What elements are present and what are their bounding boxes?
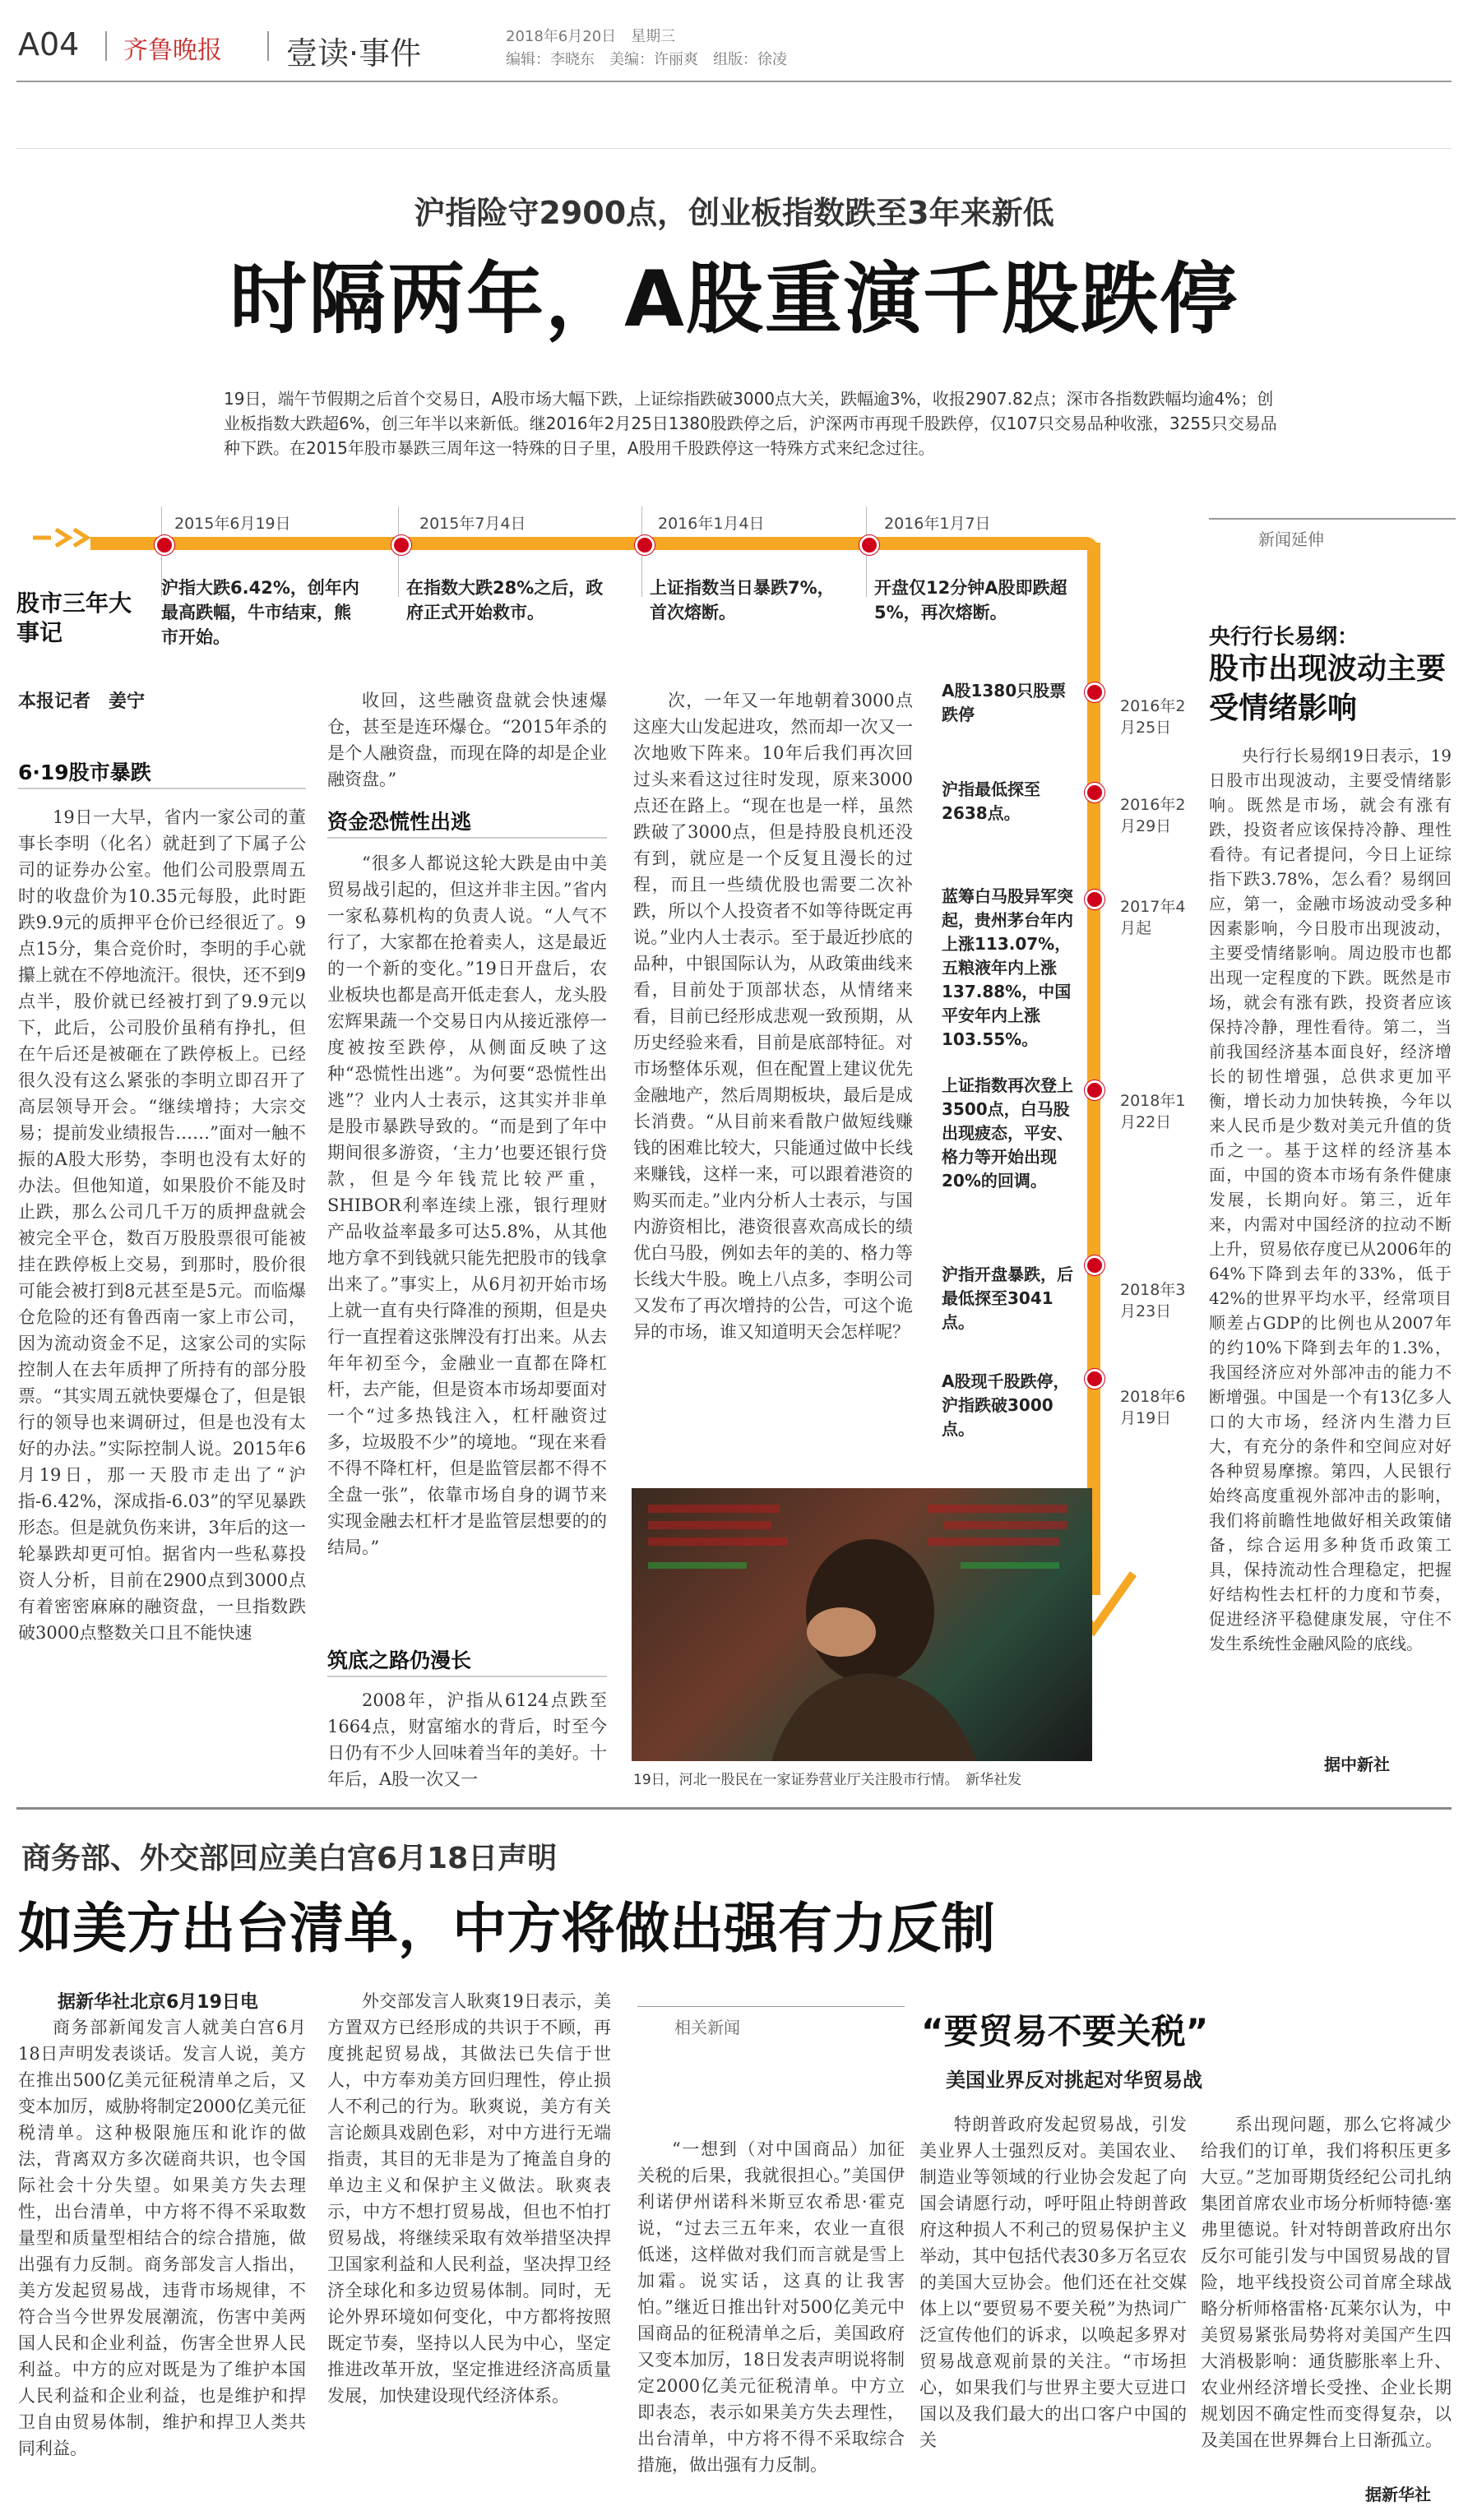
timeline-bar (90, 537, 1098, 550)
vtimeline-date: 2018年3月23日 (1120, 1281, 1186, 1320)
timeline-dot (1085, 1369, 1104, 1389)
header-rule (16, 81, 1452, 82)
related-column-1: “一想到（对中国商品）加征关税的后果，我就很担心。”美国伊利诺伊州诺科米斯豆农希思·霍克说，“过去三五年来，农业一直很低迷，这样做对我们而言就是雪上加霜。说实话，这真的让我害怕。”继近日推出针对500亿美元中国商品的征税清单之后，美国政府又变本加厉，18日发表声明说将制定2000亿美元征税清单。中方立即表态，表示如果美方失去理性，出台清单，中方将不得不采取综合措施，做出强有力反制。 (637, 2139, 905, 2475)
timeline-dot (859, 535, 879, 555)
timeline-dot (1085, 1080, 1104, 1100)
timeline-date: 2016年1月4日 (658, 515, 765, 533)
timeline-dot (1085, 1255, 1104, 1275)
section-rule (16, 1807, 1452, 1810)
story1-lede: 19日，端午节假期之后首个交易日，A股市场大幅下跌，上证综指跌破3000点大关，跌幅逾3%，收报2907.82点；深市各指数跌幅均逾4%；创业板指数大跌超6%，创三年半以来新低。继2016年2月25日1380股跌停之后，沪深两市再现千股跌停，仅107只交易品种收涨，3255只交易品种下跌。在2015年股市暴跌三周年这一特殊的日子里，A股用千股跌停这一特殊方式来纪念过往。 (224, 389, 1277, 458)
header-divider (105, 31, 107, 61)
timeline-dot (391, 535, 411, 555)
header-divider (267, 31, 269, 61)
timeline-dot (1085, 890, 1104, 909)
sidebar-body: 央行行长易纲19日表示，19日股市出现波动，主要受情绪影响。既然是市场，就会有涨有跌，投资者应该保持冷静、理性看待。有记者提问，今日上证综指下跌3.78%，怎么看？易纲回应，第一，金融市场波动受多种因素影响，今日股市出现波动，主要受情绪影响。周边股市也都出现一定程度的下跌。既然是市场，就会有涨有跌，投资者应该保持冷静，理性看待。第二，当前我国经济基本面良好，经济增长的韧性增强，总供求更加平衡，增长动力加快转换，今年以来人民币是少数对美元升值的货币之一。基于这样的经济基本面，中国的资本市场有条件健康发展，长期向好。第三，近年来，内需对中国经济的拉动不断上升，贸易依存度已从2006年的64%下降到去年的33%，低于42%的世界平均水平，经常项目顺差占GDP的比例也从2007年的约10%下降到去年的1.3%，我国经济应对外部冲击的能力不断增强。中国是一个有13亿多人口的大市场，经济内生潜力巨大，有充分的条件和空间应对好各种贸易摩擦。第四，人民银行始终高度重视外部冲击的影响，我们将前瞻性地做好相关政策储备，综合运用多种货币政策工具，保持流动性合理稳定，把握好结构性去杠杆的力度和节奏，促进经济平稳健康发展，守住不发生系统性金融风险的底线。 (1209, 746, 1452, 1653)
sidebar-label: 新闻延伸 (1258, 529, 1324, 549)
story2-column-1: 商务部新闻发言人就美白宫6月18日声明发表谈话。发言人说，美方在推出500亿美元征税清单之后，又变本加厉，威胁将制定2000亿美元征税清单。这种极限施压和讹诈的做法，背离双方多次磋商共识，也令国际社会十分失望。如果美方失去理性，出台清单，中方将不得不采取数量型和质量型相结合的综合措施，做出强有力反制。商务部发言人指出，美方发起贸易战，违背市场规律，不符合当今世界发展潮流，伤害中美两国人民和企业利益，伤害全世界人民利益。中方的应对既是为了维护本国人民利益和企业利益，也是维护和捍卫自由贸易体制，维护和捍卫人类共同利益。 (18, 2018, 306, 2458)
story2-headline: 如美方出台清单，中方将做出强有力反制 (18, 1897, 995, 1960)
timeline-event: 上证指数当日暴跌7%，首次熔断。 (650, 578, 835, 622)
thin-rule (16, 148, 1452, 149)
photo-caption: 19日，河北一股民在一家证券营业厅关注股市行情。 新华社发 (633, 1772, 1022, 1788)
issue-date: 2018年6月20日 星期三 (506, 28, 676, 45)
vtimeline-date: 2017年4月起 (1120, 898, 1186, 937)
vtimeline-event: A股现千股跌停，沪指跌破3000点。 (942, 1371, 1070, 1439)
story1-column-2b: “很多人都说这轮大跌是由中美贸易战引起的，但这并非主因。”省内一家私募机构的负责人说。“人气不行了，大家都在抢着卖人，这是最近的一个新的变化。”19日开盘后，农业板块也都是高开低走套人，龙头股宏辉果蔬一个交易日内从接近涨停一度被按至跌停，从侧面反映了这种“恐慌性出逃”。为何要“恐慌性出逃”？业内人士表示，这其实并非单是股市暴跌导致的。“而是到了年中期间很多游资，‘主力’也要还银行贷款，但是今年钱荒比较严重，SHIBOR利率连续上涨，银行理财产品收益率最多可达5.8%，从其他地方拿不到钱就只能先把股市的钱拿出来了。”事实上，从6月初开始市场上就一直有央行降准的预期，但是央行一直捏着这张牌没有打出来。从去年年初至今，金融业一直都在降杠杆，去产能，但是资本市场却要面对一个“过多热钱注入，杠杆融资过多，垃圾股不少”的境地。“现在来看不得不降杠杆，但是监管层都不得不全盘一张”，依靠市场自身的调节来实现金融去杠杆才是监管层想要的的结局。” (327, 853, 607, 1557)
story1-column-3: 次，一年又一年地朝着3000点这座大山发起进攻，然而却一次又一次地败下阵来。10年后我们再次回过头来看这过往时发现，原来3000点还在路上。“现在也是一样，虽然跌破了3000点，但是持股良机还没有到，就应是一个反复且漫长的过程，而且一些绩优股也需要二次补跌，所以个人投资者不如等待既定再说。”业内人士表示。至于最近抄底的品种，中银国际认为，从政策曲线来看，目前处于顶部状态，从情绪来看，目前已经形成悲观一致预期，从历史经验来看，目前是底部特征。对市场整体乐观，但在配置上建议优先金融地产，然后周期板块，最后是成长消费。“从目前来看散户做短线赚钱的困难比较大，只能通过做中长线来赚钱，这样一来，可以跟着港资的购买而走。”业内分析人士表示，与国内游资相比，港资很喜欢高成长的绩优白马股，例如去年的美的、格力等长线大牛股。晚上八点多，李明公司又发布了再次增持的公告，可这个诡异的市场，谁又知道明天会怎样呢？ (633, 691, 913, 1342)
story1-column-1: 19日一大早，省内一家公司的董事长李明（化名）就赶到了下属子公司的证券办公室。他们公司股票周五时的收盘价为10.35元每股，此时距跌9.9元的质押平仓价已经很近了。9点15分，集合竞价时，李明的手心就攥上就在不停地流汗。很快，还不到9点半，股价就已经被打到了9.9元以下，此后，公司股价虽稍有挣扎，但在午后还是被砸在了跌停板上。已经很久没有这么紧张的李明立即召开了高层领导开会。“继续增持；大宗交易；提前发业绩报告……”面对一触不振的A股大形势，李明也没有太好的办法。但他知道，如果股价不能及时止跌，那么公司几千万的质押盘就会被完全平仓，数百万股股票很可能被挂在跌停板上交易，到那时，股价很可能会被打到8元甚至是5元。而临爆仓危险的还有鲁西南一家上市公司，因为流动资金不足，这家公司的实际控制人在去年质押了所持有的部分股票。“其实周五就快要爆仓了，但是银行的领导也来调研过，但是也没有太好的办法。”实际控制人说。2015年6月19日，那一天股市走出了“沪指-6.42%，深成指-6.03”的罕见暴跌形态。但是就负伤来讲，3年后的这一轮暴跌却更可怕。据省内一些私募投资人分析，目前在2900点到3000点有着密密麻麻的融资盘，一旦指数跌破3000点整数关口且不能快速 (18, 807, 306, 1643)
story1-column-2c: 2008年，沪指从6124点跌至1664点，财富缩水的背后，时至今日仍有不少人回味着当年的美好。十年后，A股一次又一 (327, 1690, 607, 1789)
news-photo (632, 1488, 1092, 1761)
section-heading: 筑底之路仍漫长 (327, 1648, 472, 1672)
story2-source: 据新华社 (1365, 2485, 1431, 2504)
dateline: 据新华社北京6月19日电 (58, 1992, 258, 2013)
timeline-dot (1085, 682, 1104, 702)
section-heading: 6·19股市暴跌 (18, 761, 151, 784)
vtimeline-event: 蓝筹白马股异军突起，贵州茅台年内上涨113.07%，五粮液年内上涨137.88%，中国平安年内上涨103.55%。 (942, 886, 1073, 1049)
related-subhead: 美国业界反对挑起对华贸易战 (946, 2069, 1202, 2092)
vtimeline-date: 2018年6月19日 (1120, 1388, 1186, 1427)
related-column-2: 特朗普政府发起贸易战，引发美业界人士强烈反对。美国农业、制造业等领域的行业协会发起了向国会请愿行动，呼吁阻止特朗普政府这种损人不利己的贸易保护主义举动，其中包括代表30多万名豆农的美国大豆协会。他们还在社交媒体上以“要贸易不要关税”为热词广泛宣传他们的诉求，以唤起多界对贸易战意观前景的关注。“市场担心，如果我们与世界主要大豆进口国以及我们最大的出口客户中国的关 (919, 2115, 1187, 2450)
timeline-dot (1085, 783, 1104, 802)
timeline-label: 股市三年大事记 (16, 590, 132, 646)
editor-credits: 编辑：李晓东 美编：许丽爽 组版：徐凌 (506, 51, 787, 68)
vtimeline-event: 沪指最低探至2638点。 (942, 779, 1040, 823)
story2-subhead: 商务部、外交部回应美白宫6月18日声明 (21, 1842, 558, 1875)
timeline-event: 开盘仅12分钟A股即跌超5%，再次熔断。 (874, 578, 1067, 622)
related-news-label: 相关新闻 (674, 2018, 740, 2037)
vtimeline-event: 沪指开盘暴跌，后最低探至3041点。 (942, 1265, 1073, 1332)
story2-column-2: 外交部发言人耿爽19日表示，美方置双方已经形成的共识于不顾，再度挑起贸易战，其做法已失信于世人，中方奉劝美方回归理性，停止损人不利己的行为。耿爽说，美方有关言论颇具戏剧色彩，对中方进行无端指责，其目的无非是为了掩盖自身的单边主义和保护主义做法。耿爽表示，中方不想打贸易战，但也不怕打贸易战，将继续采取有效举措坚决捍卫国家利益和人民利益，坚决捍卫经济全球化和多边贸易体制。同时，无论外界环境如何变化，中方都将按照既定节奏，坚持以人民为中心，坚定推进改革开放，坚定推进经济高质量发展，加快建设现代经济体系。 (327, 1991, 611, 2406)
timeline-dot (155, 535, 174, 555)
story1-subhead: 沪指险守2900点，创业板指数跌至3年来新低 (414, 195, 1054, 231)
vtimeline-date: 2018年1月22日 (1120, 1092, 1186, 1131)
sidebar-headline: 股市出现波动主要受情绪影响 (1209, 652, 1447, 725)
timeline-date: 2016年1月7日 (884, 515, 991, 533)
timeline-event: 沪指大跌6.42%，创年内最高跌幅，牛市结束，熊市开始。 (161, 578, 359, 647)
section-title: 壹读·事件 (286, 35, 422, 72)
related-column-3: 系出现问题，那么它将减少给我们的订单，我们将积压更多大豆。”芝加哥期货经纪公司扎纳集团首席农业市场分析师特德·塞弗里德说。针对特朗普政府出尔反尔可能引发与中国贸易战的冒险，地平线投资公司首席全球战略分析师格雷格·瓦莱尔认为，中美贸易紧张局势将对美国产生四大消极影响：通货膨胀率上升、农业州经济增长受挫、企业长期规划因不确定性而变得复杂，以及美国在世界舞台上日渐孤立。 (1201, 2115, 1452, 2450)
sidebar-source: 据中新社 (1324, 1755, 1390, 1774)
timeline-date: 2015年6月19日 (174, 515, 291, 533)
story1-column-2a: 收回，这些融资盘就会快速爆仓，甚至是连环爆仓。“2015年杀的是个人融资盘，而现在降的却是企业融资盘。” (327, 691, 607, 789)
paper-name: 齐鲁晚报 (123, 36, 222, 65)
vtimeline-event: A股1380只股票跌停 (942, 681, 1067, 724)
section-heading: 资金恐慌性出逃 (327, 810, 472, 834)
byline: 本报记者 姜宁 (18, 691, 146, 712)
timeline-dot (635, 535, 655, 555)
sidebar-tab (1209, 518, 1456, 553)
vtimeline-event: 上证指数再次登上3500点，白马股出现疲态，平安、格力等开始出现20%的回调。 (942, 1075, 1073, 1191)
vtimeline-date: 2016年2月25日 (1120, 697, 1186, 737)
story1-headline: 时隔两年，A股重演千股跌停 (229, 255, 1239, 344)
timeline-date: 2015年7月4日 (419, 515, 526, 533)
page-code: A04 (18, 26, 80, 62)
timeline-event: 在指数大跌28%之后，政府正式开始救市。 (406, 578, 604, 622)
vtimeline-date: 2016年2月29日 (1120, 796, 1186, 835)
sidebar-intro: 央行行长易纲： (1209, 625, 1359, 650)
related-headline: “要贸易不要关税” (921, 2011, 1209, 2051)
